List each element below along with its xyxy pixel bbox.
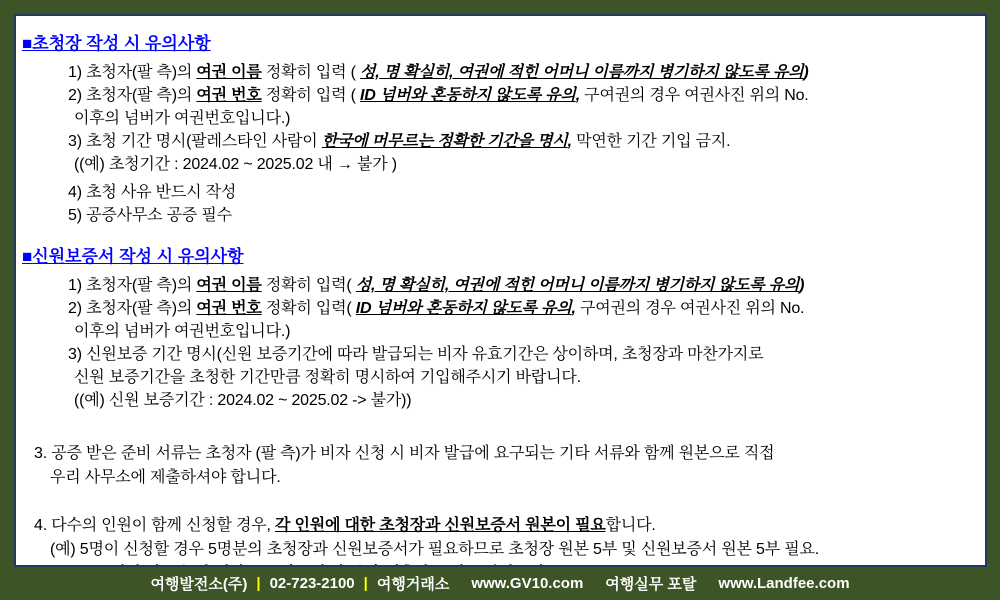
content-panel xyxy=(14,14,987,567)
guarantee-item-passport-number: 2) 초청자(팔 측)의 여권 번호 정확히 입력( ID 넘버와 혼동하지 않도록 유의, 구여권의 경우 여권사진 위의 No. xyxy=(68,300,805,317)
footer-exchange-url: www.GV10.com xyxy=(471,575,584,592)
square-bullet-icon: ■ xyxy=(22,247,33,266)
footer-exchange-label: 여행거래소 xyxy=(376,576,450,593)
footer-company-name: 여행발전소(주) xyxy=(150,576,248,593)
footer-portal-url: www.Landfee.com xyxy=(718,575,850,592)
guarantee-item-passport-name: 1) 초청자(팔 측)의 여권 이름 정확히 입력( 성, 명 확실히, 여권에 적힌 어머니 이름까지 병기하지 않도록 유의) xyxy=(68,277,805,294)
guarantee-item-period: 3) 신원보증 기간 명시(신원 보증기간에 따라 발급되는 비자 유효기간은 상이하며, 초청장과 마찬가지로 xyxy=(68,346,764,363)
invitation-item-notary: 5) 공증사무소 공증 필수 xyxy=(68,207,232,224)
invitation-item-reason: 4) 초청 사유 반드시 작성 xyxy=(68,184,237,201)
square-bullet-icon: ■ xyxy=(22,34,33,53)
invitation-item-passport-number-cont: 이후의 넘버가 여권번호입니다.) xyxy=(74,110,291,127)
footer-divider-icon: | xyxy=(363,575,368,592)
footer-portal-label: 여행실무 포탈 xyxy=(605,576,697,593)
invitation-item-passport-number: 2) 초청자(팔 측)의 여권 번호 정확히 입력 ( ID 넘버와 혼동하지 않도록 유의, 구여권의 경우 여권사진 위의 No. xyxy=(68,87,809,104)
guarantee-item-passport-number-cont: 이후의 넘버가 여권번호입니다.) xyxy=(74,323,291,340)
footer-divider-icon: | xyxy=(256,575,261,592)
multiple-applicants-line-1: 4. 다수의 인원이 함께 신청할 경우, 각 인원에 대한 초청장과 신원보증서 원본이 필요합니다. xyxy=(34,517,656,534)
multiple-applicants-paragraph xyxy=(22,514,981,567)
guarantee-section-title xyxy=(22,242,981,267)
footer-phone-number: 02-723-2100 xyxy=(269,575,355,592)
guarantee-title-text: 신원보증서 작성 시 유의사항 xyxy=(32,247,244,266)
footer-bar xyxy=(0,567,1000,600)
submission-line-2: 우리 사무소에 제출하셔야 합니다. xyxy=(50,469,281,486)
guarantee-item-period-cont: 신원 보증기간을 초청한 기간만큼 정확히 명시하여 기입해주시기 바랍니다. xyxy=(74,369,581,386)
guarantee-item-period-example: ((예) 신원 보증기간 : 2024.02 ~ 2025.02 -> 불가)) xyxy=(74,392,412,409)
multiple-applicants-example: (예) 5명이 신청할 경우 5명분의 초청장과 신원보증서가 필요하므로 초청장 원본 5부 및 신원보증서 원본 5부 필요. xyxy=(50,541,819,558)
invitation-title-text: 초청장 작성 시 유의사항 xyxy=(32,34,211,53)
invitation-item-period: 3) 초청 기간 명시(팔레스타인 사람이 한국에 머무르는 정확한 기간을 명시, 막연한 기간 기입 금지. xyxy=(68,133,731,150)
submission-paragraph xyxy=(22,442,981,490)
invitation-item-period-example: ((예) 초청기간 : 2024.02 ~ 2025.02 내 → 불가 ) xyxy=(74,156,397,173)
invitation-item-passport-name: 1) 초청자(팔 측)의 여권 이름 정확히 입력 ( 성, 명 확실히, 여권에 적힌 어머니 이름까지 병기하지 않도록 유의) xyxy=(68,64,809,81)
submission-line-1: 3. 공증 받은 준비 서류는 초청자 (팔 측)가 비자 신청 시 비자 발급에 요구되는 기타 서류와 함께 원본으로 직접 xyxy=(34,445,775,462)
invitation-section-title xyxy=(22,29,981,54)
